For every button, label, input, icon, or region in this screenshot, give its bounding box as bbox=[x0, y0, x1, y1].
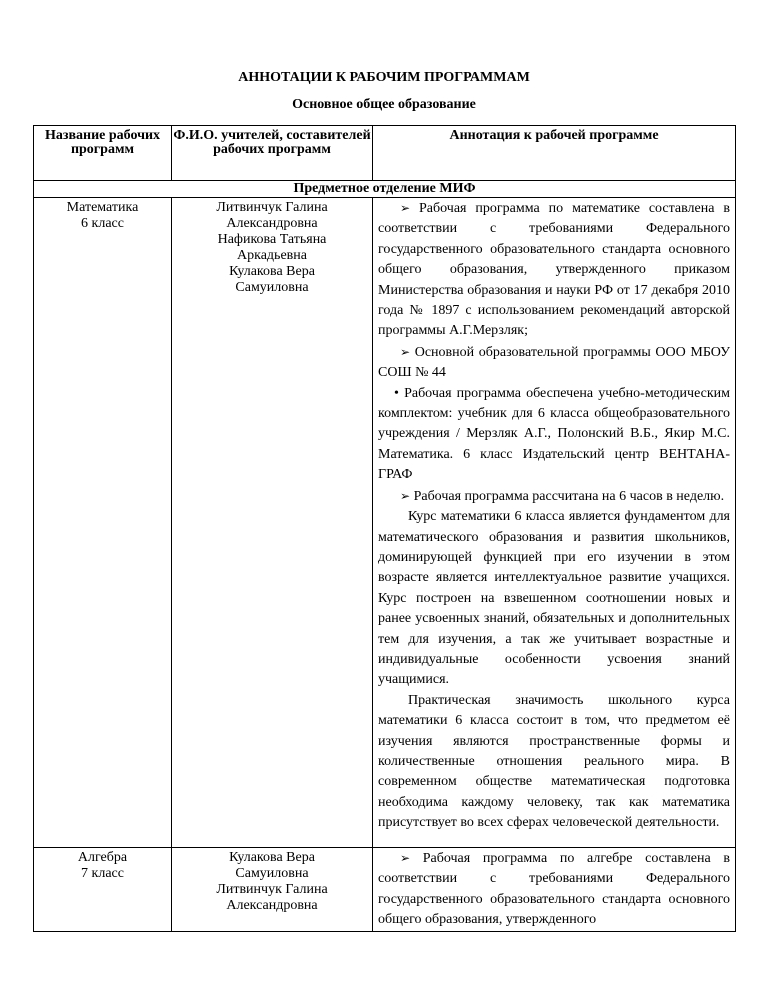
teacher-line: Александровна bbox=[226, 216, 318, 231]
teachers-cell bbox=[172, 198, 373, 848]
annotations-table bbox=[33, 125, 736, 932]
annotation-paragraph: Курс математики 6 класса является фундаментом для математического образования и развития школьников, доминирующей функцией при его изучении в этом возрасте является интеллектуальное развитие учащихся. Курс построен на взвешенном соотношении новых и ранее усвоенных знаний, обязательных и дополнительных тем для изучения, а так же учитывает возрастные и индивидуальные особенности усвоения знаний учащимися. bbox=[378, 509, 730, 688]
arrow-bullet-icon: ➢ bbox=[400, 851, 411, 865]
document-title: АННОТАЦИИ К РАБОЧИМ ПРОГРАММАМ bbox=[238, 70, 530, 85]
teacher-line: Самуиловна bbox=[235, 866, 309, 881]
annotation-paragraph: • Рабочая программа обеспечена учебно-методическим комплектом: учебник для 6 класса общеобразовательного учреждения / Мерзляк А.Г., Полонский В.Б., Якир М.С. Математика. 6 класс Издательский центр ВЕНТАНА-ГРАФ bbox=[378, 385, 731, 483]
arrow-bullet-icon: ➢ bbox=[400, 488, 411, 503]
teacher-line: Александровна bbox=[226, 898, 318, 913]
annotation-cell bbox=[373, 848, 736, 932]
subject-grade: 6 класс bbox=[81, 216, 124, 231]
teacher-line: Нафикова Татьяна bbox=[217, 232, 327, 247]
teacher-line: Литвинчук Галина bbox=[216, 882, 328, 897]
annotation-paragraph: ➢ Рабочая программа по алгебре составлена в соответствии с требованиями Федерального государственного образовательного стандарта основного общего образования, утвержденного bbox=[378, 851, 731, 928]
header-annotation: Аннотация к рабочей программе bbox=[373, 126, 736, 181]
teacher-line: Кулакова Вера bbox=[229, 264, 315, 279]
teacher-line: Аркадьевна bbox=[237, 248, 307, 263]
document-subtitle: Основное общее образование bbox=[292, 97, 476, 112]
section-row bbox=[34, 181, 736, 198]
teacher-line: Кулакова Вера bbox=[229, 850, 315, 865]
arrow-bullet-icon: ➢ bbox=[400, 344, 411, 359]
annotation-paragraph: ➢ Рабочая программа рассчитана на 6 часов в неделю. bbox=[400, 488, 725, 504]
teacher-line: Самуиловна bbox=[235, 280, 309, 295]
annotation-paragraph: ➢ Основной образовательной программы ООО МБОУ СОШ № 44 bbox=[378, 344, 730, 381]
teachers-cell bbox=[172, 848, 373, 932]
subject-cell bbox=[34, 198, 172, 848]
header-program-name: Название рабочих программ bbox=[34, 126, 172, 181]
teacher-line: Литвинчук Галина bbox=[216, 200, 328, 215]
annotation-cell bbox=[373, 198, 736, 848]
section-title: Предметное отделение МИФ bbox=[34, 181, 736, 198]
table-row bbox=[34, 848, 736, 932]
dot-bullet-icon: • bbox=[394, 385, 399, 401]
annotation-paragraph: ➢ Рабочая программа по математике составлена в соответствии с требованиями Федерального государственного образовательного стандарта основного общего образования, утвержденного приказом Министерства образования и науки РФ от 17 декабря 2010 года № 1897 с использованием рекомендаций авторской программы А.Г.Мерзляк; bbox=[378, 201, 731, 339]
subject-name: Математика bbox=[66, 200, 139, 215]
table-header-row bbox=[34, 126, 736, 181]
subject-cell bbox=[34, 848, 172, 932]
arrow-bullet-icon: ➢ bbox=[400, 201, 411, 215]
header-teachers: Ф.И.О. учителей, составителей рабочих программ bbox=[172, 126, 373, 181]
annotation-paragraph: Практическая значимость школьного курса математики 6 класса состоит в том, что предметом её изучения являются пространственные формы и количественные отношения реального мира. В современном обществе математическая подготовка необходима каждому человеку, так как математика присутствует во всех сферах человеческой деятельности. bbox=[378, 692, 730, 831]
subject-grade: 7 класс bbox=[81, 866, 124, 881]
subject-name: Алгебра bbox=[77, 850, 128, 865]
table-row bbox=[34, 198, 736, 848]
